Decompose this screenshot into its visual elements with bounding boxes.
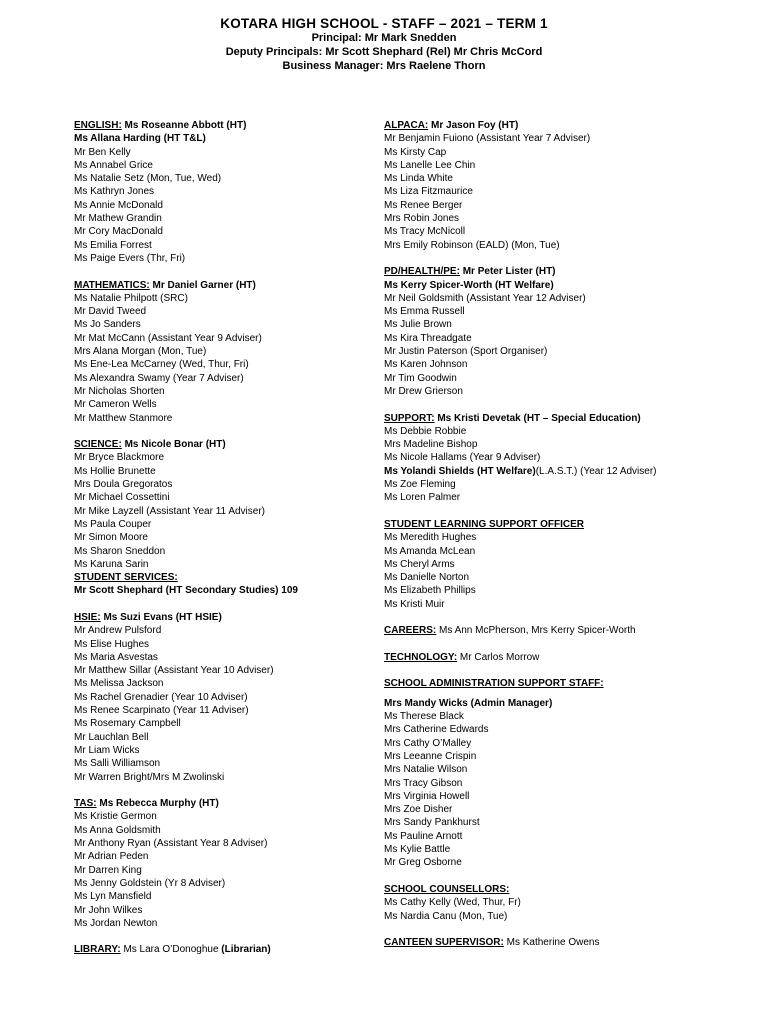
left-column [74, 119, 374, 970]
staff-line-bold: Mr Scott Shephard (HT Secondary Studies) 109 [74, 585, 298, 597]
staff-member: Mr Cameron Wells [74, 399, 157, 411]
staff-member: Mr Drew Grierson [384, 385, 463, 397]
section-science [74, 438, 374, 571]
section-tas [74, 797, 374, 930]
right-column [384, 119, 714, 963]
staff-member: Ms Therese Black [384, 711, 464, 723]
staff-member: Ms Cheryl Arms [384, 558, 455, 570]
librarian-role: (Librarian) [221, 944, 271, 956]
staff-member: Ms Kylie Battle [384, 844, 451, 856]
section-label: ALPACA: [384, 120, 429, 131]
page-title: KOTARA HIGH SCHOOL - STAFF – 2021 – TERM 1 [220, 16, 548, 31]
staff-line-bold: Mrs Mandy Wicks (Admin Manager) [384, 697, 553, 709]
staff-member: Mrs Doula Gregoratos [74, 479, 173, 491]
section-label: LIBRARY: [74, 944, 121, 956]
head-teacher-name: Ms Suzi Evans (HT HSIE) [100, 611, 222, 623]
staff-member: Mrs Leeanne Crispin [384, 750, 477, 762]
section-label: CAREERS: [384, 625, 437, 637]
staff-list [74, 810, 374, 930]
head-teacher-name: Mr Jason Foy (HT) [428, 120, 519, 131]
business-manager-line: Business Manager: Mrs Raelene Thorn [282, 60, 486, 72]
section-careers [384, 624, 714, 637]
staff-member: Mr Adrian Peden [74, 851, 149, 863]
staff-member: Mrs Robin Jones [384, 213, 460, 225]
staff-member: Mr Matthew Sillar (Assistant Year 10 Adviser) [74, 665, 274, 677]
staff-list [384, 292, 714, 398]
section-heading [74, 943, 374, 956]
section-heading [384, 651, 714, 664]
staff-member: Ms Natalie Philpott (SRC) [74, 292, 188, 304]
staff-member: Ms Alexandra Swamy (Year 7 Adviser) [74, 372, 244, 384]
head-teacher-name: Ms Roseanne Abbott (HT) [121, 120, 247, 131]
staff-member: Ms Lyn Mansfield [74, 891, 152, 903]
section-english [74, 119, 374, 265]
section-library [74, 943, 374, 956]
staff-member: Ms Liza Fitzmaurice [384, 186, 473, 198]
staff-member: Ms Annie McDonald [74, 199, 163, 211]
staff-member: Ms Renee Scarpinato (Year 11 Adviser) [74, 705, 249, 717]
staff-member: Ms Sharon Sneddon [74, 545, 166, 557]
staff-member: Ms Ene-Lea McCarney (Wed, Thur, Fri) [74, 359, 249, 371]
staff-member: Ms Karuna Sarin [74, 558, 149, 570]
staff-member: Ms Pauline Arnott [384, 830, 463, 842]
staff-member: Mr Mike Layzell (Assistant Year 11 Adviser) [74, 505, 266, 517]
staff-member: Mr Benjamin Fuiono (Assistant Year 7 Adviser) [384, 133, 591, 145]
section-label: SUPPORT: [384, 412, 435, 424]
staff-list [384, 531, 714, 611]
staff-member: Ms Elise Hughes [74, 638, 150, 650]
staff-member: Mrs Cathy O’Malley [384, 737, 472, 749]
staff-member: Ms Meredith Hughes [384, 532, 477, 544]
staff-member: Ms Rosemary Campbell [74, 718, 181, 730]
librarian-name: Ms Lara O’Donoghue [120, 944, 222, 956]
staff-member: Mr Bryce Blackmore [74, 452, 165, 464]
staff-member: Ms Melissa Jackson [74, 678, 164, 690]
staff-member: Ms Annabel Grice [74, 159, 153, 171]
section-heading [74, 571, 374, 584]
section-heading [384, 883, 714, 896]
staff-member: Ms Paige Evers (Thr, Fri) [74, 252, 186, 264]
staff-member: Mr Simon Moore [74, 532, 148, 544]
staff-member: Ms Anna Goldsmith [74, 824, 161, 836]
staff-member: Mr Mathew Grandin [74, 213, 162, 225]
staff-member: Ms Nardia Canu (Mon, Tue) [384, 910, 508, 922]
section-label: STUDENT SERVICES: [74, 572, 178, 584]
section-label: TAS: [74, 798, 97, 810]
section-heading [74, 119, 374, 132]
staff-member: Mr Ben Kelly [74, 146, 131, 158]
staff-member: Ms Hollie Brunette [74, 465, 156, 477]
staff-role: (L.A.S.T.) (Year 12 Adviser) [535, 465, 657, 477]
section-label: SCHOOL ADMINISTRATION SUPPORT STAFF: [384, 678, 604, 690]
section-label: SCHOOL COUNSELLORS: [384, 883, 510, 895]
section-support [384, 412, 714, 505]
section-label: ENGLISH: [74, 120, 122, 131]
section-heading [74, 797, 374, 810]
section-label: CANTEEN SUPERVISOR: [384, 937, 504, 949]
staff-list [384, 425, 714, 465]
staff-list [74, 146, 374, 266]
staff-list [384, 710, 714, 870]
head-teacher-name: Mr Peter Lister (HT) [459, 266, 556, 278]
staff-member: Ms Salli Williamson [74, 758, 161, 770]
head-teacher-name: Ms Rebecca Murphy (HT) [96, 798, 219, 810]
staff-member: Ms Jenny Goldstein (Yr 8 Adviser) [74, 877, 226, 889]
section-hsie [74, 611, 374, 784]
staff-member: Mrs Emily Robinson (EALD) (Mon, Tue) [384, 239, 560, 251]
staff-member: Mr David Tweed [74, 306, 147, 318]
section-heading [384, 265, 714, 278]
staff-member: Mr Matthew Stanmore [74, 412, 173, 424]
staff-member: Ms Elizabeth Phillips [384, 585, 476, 597]
staff-member: Mrs Madeline Bishop [384, 439, 478, 451]
section-canteen [384, 936, 714, 949]
staff-member: Ms Cathy Kelly (Wed, Thur, Fr) [384, 897, 521, 909]
staff-line-bold: Ms Allana Harding (HT T&L) [74, 133, 206, 145]
staff-member: Ms Kristi Muir [384, 598, 445, 610]
section-label: HSIE: [74, 611, 101, 623]
staff-member: Mr Anthony Ryan (Assistant Year 8 Adviser) [74, 838, 268, 850]
staff-member: Mr Warren Bright/Mrs M Zwolinski [74, 771, 225, 783]
staff-member: Mr Cory MacDonald [74, 226, 163, 238]
section-heading [74, 438, 374, 451]
section-mathematics [74, 279, 374, 425]
staff-member: Mrs Zoe Disher [384, 804, 453, 816]
section-heading [74, 279, 374, 292]
staff-member: Mr Neil Goldsmith (Assistant Year 12 Adviser) [384, 292, 586, 304]
section-heading [384, 412, 714, 425]
section-heading [74, 611, 374, 624]
principal-line: Principal: Mr Mark Snedden [311, 32, 457, 44]
staff-list [384, 896, 714, 923]
staff-member: Ms Danielle Norton [384, 572, 470, 584]
section-student-services [74, 571, 374, 598]
page-header [0, 16, 768, 73]
staff-member: Ms Karen Johnson [384, 359, 468, 371]
staff-member: Ms Paula Couper [74, 518, 152, 530]
staff-list [74, 451, 374, 571]
staff-list [384, 132, 714, 252]
staff-member: Ms Jo Sanders [74, 319, 141, 331]
staff-list [74, 624, 374, 784]
staff-member: Ms Kathryn Jones [74, 186, 155, 198]
section-label: MATHEMATICS: [74, 279, 150, 291]
staff-member: Mr Justin Paterson (Sport Organiser) [384, 346, 548, 358]
section-alpaca [384, 119, 714, 252]
careers-staff: Ms Ann McPherson, Mrs Kerry Spicer-Worth [436, 625, 636, 637]
staff-member: Mrs Natalie Wilson [384, 764, 468, 776]
section-heading [384, 936, 714, 949]
staff-member: Mrs Catherine Edwards [384, 724, 489, 736]
staff-member: Ms Lanelle Lee Chin [384, 159, 476, 171]
staff-member: Ms Natalie Setz (Mon, Tue, Wed) [74, 173, 222, 185]
staff-member: Ms Emilia Forrest [74, 239, 152, 251]
staff-member: Mrs Sandy Pankhurst [384, 817, 480, 829]
staff-member: Mr Greg Osborne [384, 857, 462, 869]
staff-member: Mr Lauchlan Bell [74, 731, 149, 743]
staff-member: Mrs Virginia Howell [384, 790, 470, 802]
staff-member: Ms Jordan Newton [74, 917, 158, 929]
staff-member: Mr Liam Wicks [74, 744, 140, 756]
head-teacher-name: Ms Kristi Devetak (HT – Special Education) [434, 412, 641, 424]
section-heading [384, 624, 714, 637]
section-label: SCIENCE: [74, 439, 122, 451]
staff-member: Ms Rachel Grenadier (Year 10 Adviser) [74, 691, 248, 703]
staff-member: Ms Julie Brown [384, 319, 452, 331]
staff-member: Ms Linda White [384, 173, 453, 185]
section-label: TECHNOLOGY: [384, 651, 458, 663]
section-pdhpe [384, 265, 714, 398]
staff-member: Ms Kirsty Cap [384, 146, 447, 158]
staff-line-mixed [384, 465, 714, 478]
staff-member: Ms Debbie Robbie [384, 425, 467, 437]
head-teacher-name: Ms Nicole Bonar (HT) [121, 439, 226, 451]
staff-member: Ms Kira Threadgate [384, 332, 472, 344]
staff-member: Ms Kristie Germon [74, 811, 157, 823]
staff-member: Mrs Tracy Gibson [384, 777, 463, 789]
staff-member: Ms Nicole Hallams (Year 9 Adviser) [384, 452, 541, 464]
staff-member: Ms Zoe Fleming [384, 479, 456, 491]
canteen-staff: Ms Katherine Owens [503, 937, 600, 949]
section-label: STUDENT LEARNING SUPPORT OFFICER [384, 518, 585, 530]
staff-member: Ms Loren Palmer [384, 492, 461, 504]
technology-staff: Mr Carlos Morrow [457, 651, 540, 663]
staff-member: Mr Andrew Pulsford [74, 625, 162, 637]
staff-line-bold: Ms Kerry Spicer-Worth (HT Welfare) [384, 279, 554, 291]
head-teacher-name: Mr Daniel Garner (HT) [149, 279, 256, 291]
staff-list [74, 292, 374, 425]
section-slso [384, 518, 714, 611]
section-heading [384, 518, 714, 531]
staff-member: Mr Nicholas Shorten [74, 385, 165, 397]
staff-member: Ms Emma Russell [384, 306, 465, 318]
staff-member: Mrs Alana Morgan (Mon, Tue) [74, 346, 207, 358]
section-heading [384, 677, 714, 690]
staff-member: Ms Renee Berger [384, 199, 463, 211]
section-counsellors [384, 883, 714, 923]
staff-list [384, 478, 714, 505]
staff-member: Mr Tim Goodwin [384, 372, 457, 384]
section-admin [384, 677, 714, 869]
staff-member: Mr Darren King [74, 864, 142, 876]
staff-member: Ms Tracy McNicoll [384, 226, 466, 238]
staff-member: Mr Michael Cossettini [74, 492, 170, 504]
staff-member: Mr Mat McCann (Assistant Year 9 Adviser) [74, 332, 262, 344]
deputy-principals-line: Deputy Principals: Mr Scott Shephard (Rel) Mr Chris McCord [225, 46, 543, 58]
staff-name-bold: Ms Yolandi Shields (HT Welfare) [384, 465, 536, 477]
staff-member: Ms Amanda McLean [384, 545, 476, 557]
section-label: PD/HEALTH/PE: [384, 266, 460, 278]
section-heading [384, 119, 714, 132]
section-technology [384, 651, 714, 664]
staff-member: Ms Maria Asvestas [74, 651, 158, 663]
staff-member: Mr John Wilkes [74, 904, 143, 916]
